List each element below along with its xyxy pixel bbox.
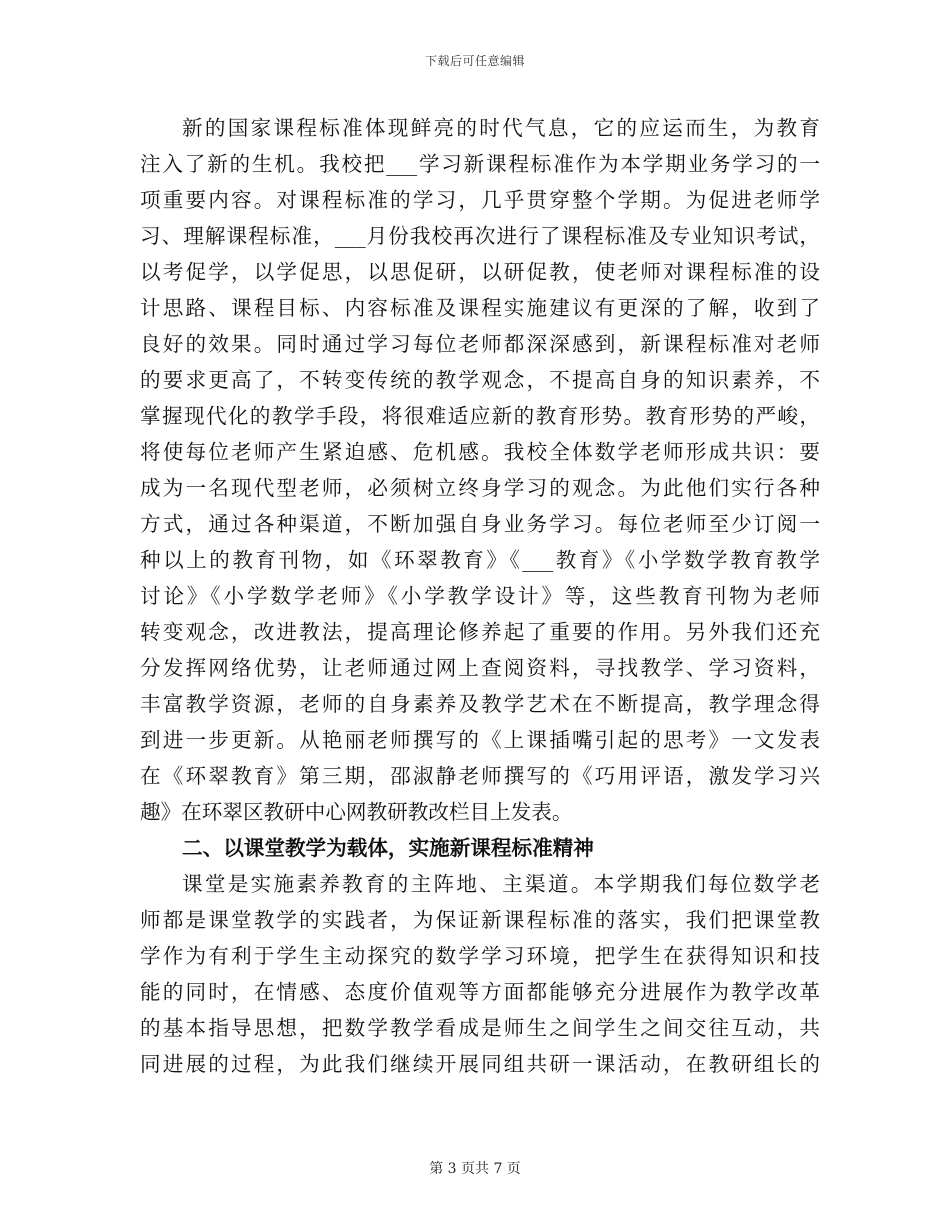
text-line: 讨论》《小学数学老师》《小学教学设计》等，这些教育刊物为老师 bbox=[140, 584, 820, 608]
text-line: 注入了新的生机。我校把___学习新课程标准作为本学期业务学习的一 bbox=[140, 152, 820, 176]
text-line: 良好的效果。同时通过学习每位老师都深深感到，新课程标准对老师 bbox=[140, 332, 820, 356]
paragraph-1 bbox=[140, 110, 820, 830]
section-heading-text: 以课堂教学为载体，实施新课程标准精神 bbox=[223, 836, 594, 860]
text-line: 习、理解课程标准，___月份我校再次进行了课程标准及专业知识考试， bbox=[140, 224, 820, 248]
text-line: 计思路、课程目标、内容标准及课程实施建议有更深的了解，收到了 bbox=[140, 296, 820, 320]
text-line: 丰富教学资源，老师的自身素养及教学艺术在不断提高，教学理念得 bbox=[140, 692, 820, 716]
text-line: 能的同时，在情感、态度价值观等方面都能够充分进展作为教学改革 bbox=[140, 980, 820, 1004]
text-line: 分发挥网络优势，让老师通过网上查阅资料，寻找教学、学习资料， bbox=[140, 656, 820, 680]
text-line: 同进展的过程，为此我们继续开展同组共研一课活动，在教研组长的 bbox=[140, 1052, 820, 1076]
text-line: 到进一步更新。从艳丽老师撰写的《上课插嘴引起的思考》一文发表 bbox=[140, 728, 820, 752]
text-line: 项重要内容。对课程标准的学习，几乎贯穿整个学期。为促进老师学 bbox=[140, 188, 820, 212]
text-line: 种以上的教育刊物，如《环翠教育》《___教育》《小学数学教育教学 bbox=[140, 548, 820, 572]
section-heading bbox=[140, 830, 820, 866]
page-footer: 第 3 页共 7 页 bbox=[429, 1161, 521, 1177]
paragraph-2 bbox=[140, 866, 820, 1082]
text-line: 课堂是实施素养教育的主阵地、主渠道。本学期我们每位数学老 bbox=[182, 872, 820, 896]
text-line: 的要求更高了，不转变传统的教学观念，不提高自身的知识素养，不 bbox=[140, 368, 820, 392]
text-line: 师都是课堂教学的实践者，为保证新课程标准的落实，我们把课堂教 bbox=[140, 908, 820, 932]
text-line: 趣》在环翠区教研中心网教研教改栏目上发表。 bbox=[140, 800, 573, 824]
text-line: 掌握现代化的教学手段，将很难适应新的教育形势。教育形势的严峻， bbox=[140, 404, 820, 428]
text-line: 新的国家课程标准体现鲜亮的时代气息，它的应运而生，为教育 bbox=[182, 116, 820, 140]
text-line: 将使每位老师产生紧迫感、危机感。我校全体数学老师形成共识：要 bbox=[140, 440, 820, 464]
page-header: 下载后可任意编辑 bbox=[424, 54, 525, 68]
text-line: 方式，通过各种渠道，不断加强自身业务学习。每位老师至少订阅一 bbox=[140, 512, 820, 536]
document-body bbox=[140, 110, 820, 1082]
text-line: 在《环翠教育》第三期，邵淑静老师撰写的《巧用评语，激发学习兴 bbox=[140, 764, 820, 788]
section-heading-number: 二、 bbox=[182, 836, 224, 860]
text-line: 的基本指导思想，把数学教学看成是师生之间学生之间交往互动，共 bbox=[140, 1016, 820, 1040]
text-line: 以考促学，以学促思，以思促研，以研促教，使老师对课程标准的设 bbox=[140, 260, 820, 284]
text-line: 转变观念，改进教法，提高理论修养起了重要的作用。另外我们还充 bbox=[140, 620, 820, 644]
text-line: 学作为有利于学生主动探究的数学学习环境，把学生在获得知识和技 bbox=[140, 944, 820, 968]
text-line: 成为一名现代型老师，必须树立终身学习的观念。为此他们实行各种 bbox=[140, 476, 820, 500]
